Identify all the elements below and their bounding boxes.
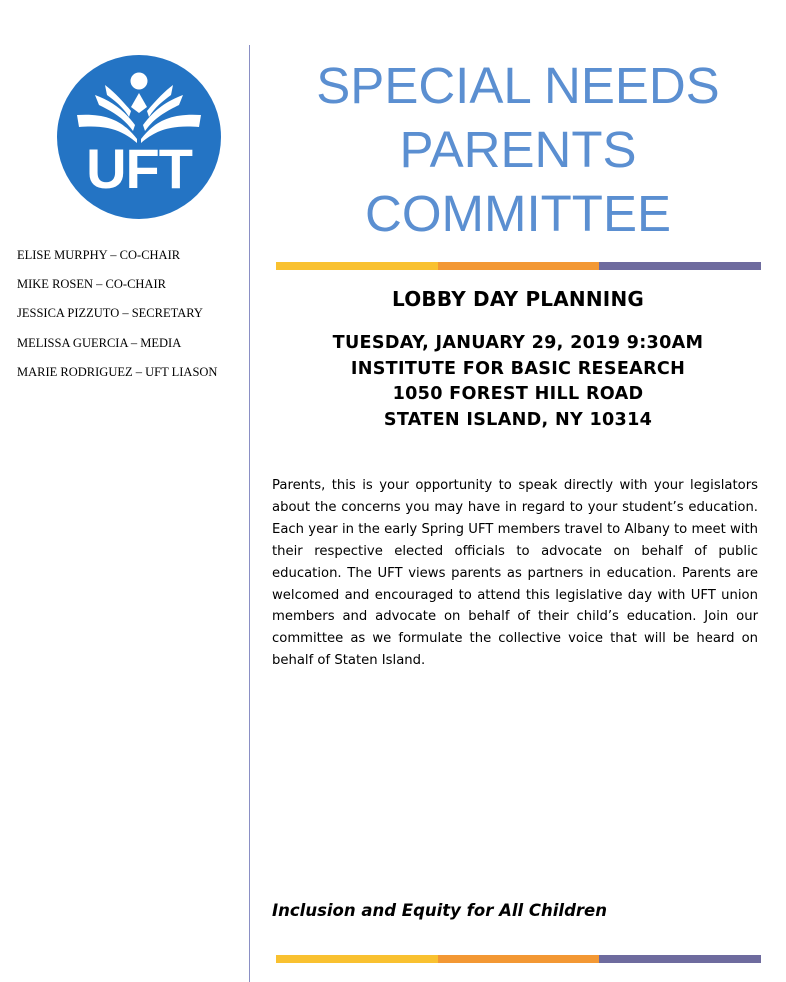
accent-segment-orange <box>438 955 600 963</box>
accent-segment-yellow <box>276 955 438 963</box>
event-venue: INSTITUTE FOR BASIC RESEARCH <box>350 358 686 379</box>
officer-item: MIKE ROSEN – CO-CHAIR <box>17 277 166 292</box>
accent-segment-orange <box>438 262 600 270</box>
officer-item: ELISE MURPHY – CO-CHAIR <box>17 248 181 262</box>
accent-segment-yellow <box>276 262 438 270</box>
accent-segment-purple <box>599 262 761 270</box>
officer-item: JESSICA PIZZUTO – SECRETARY <box>17 306 203 321</box>
body-paragraph: Parents, this is your opportunity to speak directly with your legislators about the concerns you may have in regard to your student’s education. Each year in the early Spring UFT members travel to Albany to meet with their respective elected officials to advocate on behalf of public education. The UFT views parents as partners in education. Parents are welcomed and encouraged to attend this legislative day with UFT union members and advocate on behalf of their child’s education. Join our committee as we formulate the collective voice that will be heard on behalf of Staten Island. <box>272 478 758 669</box>
officers-list <box>17 247 217 393</box>
event-details <box>276 331 760 433</box>
logo-text: UFT <box>86 137 192 200</box>
accent-bar-bottom <box>276 955 761 963</box>
officer-item: MELISSA GUERCIA – MEDIA <box>17 335 182 350</box>
event-datetime: TUESDAY, JANUARY 29, 2019 9:30AM <box>332 333 704 353</box>
subtitle: LOBBY DAY PLANNING <box>391 287 645 311</box>
page-title <box>276 54 760 246</box>
accent-bar-top <box>276 262 761 270</box>
uft-logo <box>57 55 221 219</box>
title-line: PARENTS <box>399 121 637 178</box>
title-line: SPECIAL NEEDS <box>316 57 720 114</box>
vertical-divider <box>249 45 250 982</box>
event-city: STATEN ISLAND, NY 10314 <box>383 409 653 430</box>
title-line: COMMITTEE <box>365 185 671 242</box>
event-street: 1050 FOREST HILL ROAD <box>392 384 644 404</box>
accent-segment-purple <box>599 955 761 963</box>
officer-item: MARIE RODRIGUEZ – UFT LIASON <box>17 364 218 379</box>
tagline: Inclusion and Equity for All Children <box>272 901 607 920</box>
